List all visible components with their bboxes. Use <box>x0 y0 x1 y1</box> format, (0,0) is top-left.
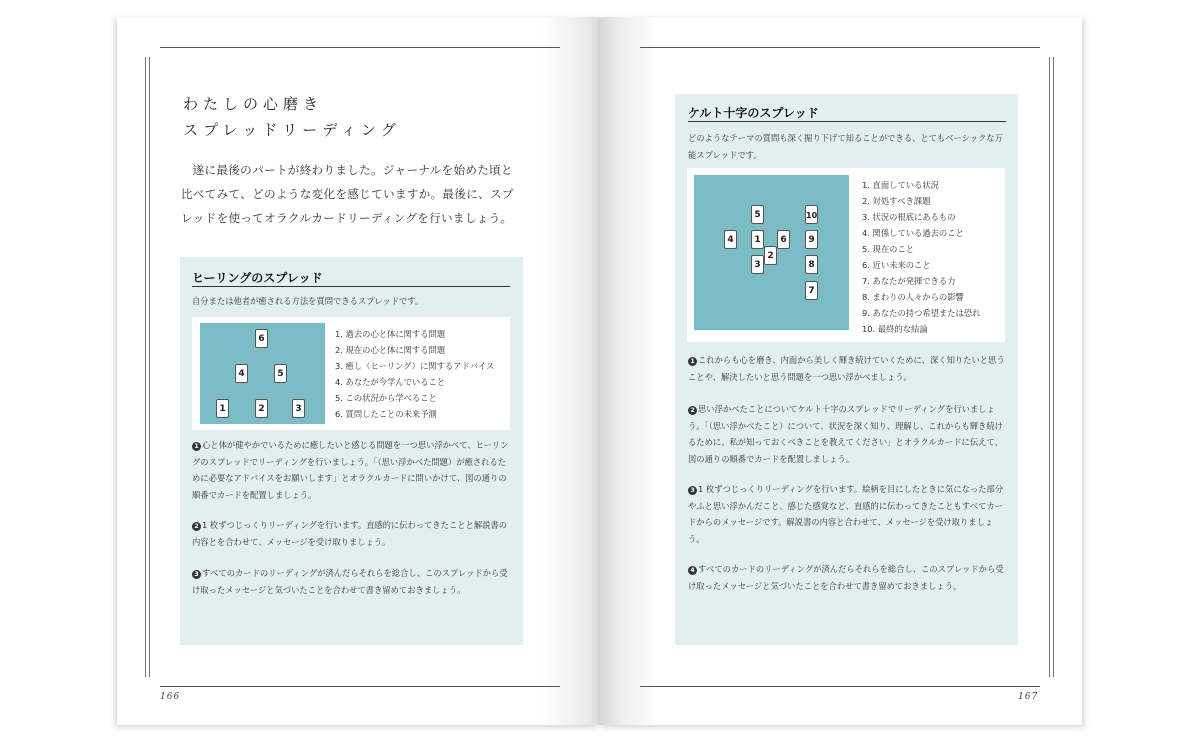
legend-item: 1. 過去の心と体に関する問題 <box>335 329 446 339</box>
step-number-1-icon: 1 <box>192 442 201 451</box>
healing-card-1: 1 <box>216 399 229 418</box>
legend-item: 3. 状況の根底にあるもの <box>862 212 956 222</box>
celtic-card-1: 1 <box>751 230 764 249</box>
celtic-cross-title: ケルト十字のスプレッド <box>688 106 819 120</box>
celtic-cross-subtitle: どのようなテーマの質問も深く掘り下げて知ることができる、とてもベーシックな万能スプレッドです。 <box>688 133 1003 160</box>
celtic-card-5: 5 <box>751 205 764 224</box>
healing-card-5: 5 <box>274 364 287 383</box>
celtic-legend <box>862 177 980 337</box>
celtic-step-2 <box>688 401 1006 467</box>
right-side-rule-inner <box>1049 57 1050 677</box>
step-number-4-icon: 4 <box>688 566 697 575</box>
celtic-card-2: 2 <box>764 246 777 265</box>
celtic-card-10: 10 <box>805 205 818 224</box>
left-side-rule-outer <box>145 57 146 677</box>
legend-item: 7. あなたが発揮できる力 <box>862 276 956 286</box>
celtic-card-3: 3 <box>751 255 764 274</box>
healing-step-1 <box>192 437 512 503</box>
healing-step-2 <box>192 517 512 550</box>
legend-item: 8. まわりの人々からの影響 <box>862 292 964 302</box>
healing-title-rule <box>192 286 510 287</box>
celtic-step-3 <box>688 481 1006 547</box>
step-text: 心と体が健やかでいるために癒したいと感じる問題を一つ思い浮かべて、ヒーリングのスプレッドでリーディングを行いましょう。「（思い浮かべた問題）が癒されるために必要なアドバイスをお願いします」とオラクルカードに問いかけて、図の通りの順番でカードを配置しましょう。 <box>192 440 509 500</box>
left-top-rule <box>160 47 560 48</box>
healing-spread-title: ヒーリングのスプレッド <box>192 271 323 285</box>
step-text: これからも心を磨き、内面から美しく輝き続けていくために、深く知りたいと思うことや、解決したいと思う問題を一つ思い浮かべましょう。 <box>688 355 1005 382</box>
step-number-1-icon: 1 <box>688 357 697 366</box>
left-side-rule-inner <box>149 57 150 677</box>
legend-item: 10. 最終的な結論 <box>862 324 928 334</box>
healing-card-3: 3 <box>292 399 305 418</box>
celtic-card-7: 7 <box>805 281 818 300</box>
legend-item: 4. 関係している過去のこと <box>862 228 964 238</box>
step-text: すべてのカードのリーディングが済んだらそれらを総合し、このスプレッドから受け取ったメッセージと気づいたことを合わせて書き留めておきましょう。 <box>688 564 1004 591</box>
right-top-rule <box>640 47 1040 48</box>
healing-card-6: 6 <box>255 329 268 348</box>
healing-card-4: 4 <box>235 364 248 383</box>
celtic-step-1 <box>688 352 1006 385</box>
legend-item: 5. この状況から学べること <box>335 393 437 403</box>
page-title-line2: スプレッドリーディング <box>183 121 401 139</box>
healing-spread-subtitle: 自分または他者が癒される方法を質問できるスプレッドです。 <box>192 296 424 306</box>
celtic-title-rule <box>688 121 1006 122</box>
legend-item: 4. あなたが今学んでいること <box>335 377 446 387</box>
right-bottom-rule <box>640 686 1040 687</box>
healing-card-2: 2 <box>255 399 268 418</box>
page-number-left: 166 <box>160 692 181 702</box>
left-bottom-rule <box>160 686 560 687</box>
intro-paragraph: 遂に最後のパートが終わりました。ジャーナルを始めた頃と比べてみて、どのような変化を感じていますか。最後に、スプレッドを使ってオラクルカードリーディングを行いましょう。 <box>181 163 514 225</box>
step-number-3-icon: 3 <box>192 570 201 579</box>
step-number-3-icon: 3 <box>688 486 697 495</box>
step-text: 思い浮かべたことについてケルト十字のスプレッドでリーディングを行いましょう。「（思い浮かべたこと）について、状況を深く知り、理解し、これからも輝き続けるために、私が知っておくべきことを教えてください」とオラクルカードに伝えて、図の通りの順番でカードを配置しましょう。 <box>688 404 1003 464</box>
legend-item: 3. 癒し（ヒーリング）に関するアドバイス <box>335 361 495 371</box>
step-text: すべてのカードのリーディングが済んだらそれらを総合し、このスプレッドから受け取ったメッセージと気づいたことを合わせて書き留めておきましょう。 <box>192 568 508 595</box>
step-text: 1 枚ずつじっくりリーディングを行います。直感的に伝わってきたことと解説書の内容とを合わせて、メッセージを受け取りましょう。 <box>192 520 508 547</box>
legend-item: 2. 対処すべき課題 <box>862 196 931 206</box>
celtic-card-9: 9 <box>805 230 818 249</box>
celtic-card-4: 4 <box>724 230 737 249</box>
step-number-2-icon: 2 <box>688 406 697 415</box>
legend-item: 1. 直面している状況 <box>862 180 939 190</box>
legend-item: 6. 近い未来のこと <box>862 260 931 270</box>
healing-legend <box>335 326 494 422</box>
step-number-2-icon: 2 <box>192 522 201 531</box>
legend-item: 5. 現在のこと <box>862 244 915 254</box>
legend-item: 9. あなたの持つ希望または恐れ <box>862 308 981 318</box>
step-text: 1 枚ずつじっくりリーディングを行います。絵柄を目にしたときに気になった部分やふと思い浮かんだこと、感じた感覚など、直感的に伝わってきたこともすべてカードからのメッセージです。解説書の内容と合わせて、メッセージを受け取りましょう。 <box>688 484 1004 544</box>
page-number-right: 167 <box>1018 692 1039 702</box>
celtic-card-6: 6 <box>777 230 790 249</box>
legend-item: 6. 質問したことの未来予測 <box>335 409 437 419</box>
celtic-step-4 <box>688 561 1006 594</box>
page-title-line1: わたしの心磨き <box>183 95 324 113</box>
legend-item: 2. 現在の心と体に関する問題 <box>335 345 446 355</box>
healing-step-3 <box>192 565 512 598</box>
celtic-card-8: 8 <box>805 255 818 274</box>
right-side-rule-outer <box>1053 57 1054 677</box>
